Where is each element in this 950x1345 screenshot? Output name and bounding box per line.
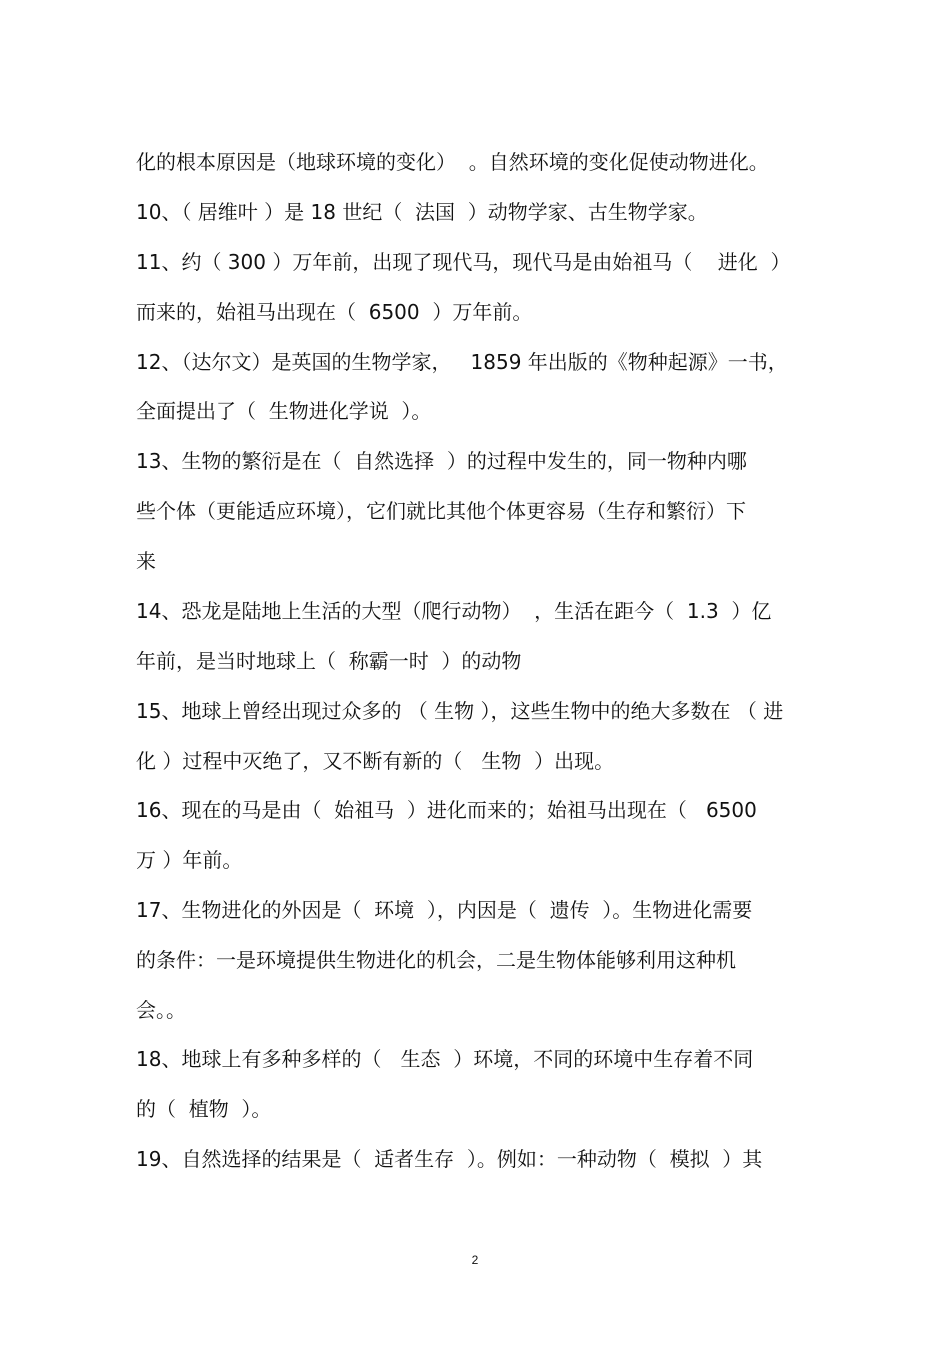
text-line: 万 ）年前。 [136,848,243,872]
text-line: 18、地球上有多种多样的（ 生态 ）环境，不同的环境中生存着不同 [136,1047,754,1071]
text-line: 会。。 [136,998,186,1022]
text-line: 的（ 植物 ）。 [136,1097,272,1121]
text-line: 化的根本原因是（地球环境的变化） 。自然环境的变化促使动物进化。 [136,150,769,174]
text-line: 11、约（ 300 ）万年前，出现了现代马，现代马是由始祖马（ 进化 ） [136,250,791,274]
text-line: 10、（ 居维叶 ）是 18 世纪（ 法国 ）动物学家、古生物学家。 [136,200,708,224]
text-line: 些个体（更能适应环境），它们就比其他个体更容易（生存和繁衍）下 [136,499,746,523]
text-line: 年前，是当时地球上（ 称霸一时 ）的动物 [136,649,522,673]
page-number: 2 [471,1253,479,1267]
text-line: 13、生物的繁衍是在（ 自然选择 ）的过程中发生的，同一物种内哪 [136,449,747,473]
text-line: 来 [136,549,156,573]
text-line: 19、自然选择的结果是（ 适者生存 ）。例如：一种动物（ 模拟 ）其 [136,1147,763,1171]
text-line: 的条件：一是环境提供生物进化的机会，二是生物体能够利用这种机 [136,948,736,972]
text-line: 全面提出了（ 生物进化学说 ）。 [136,399,432,423]
text-line: 17、生物进化的外因是（ 环境 ），内因是（ 遗传 ）。生物进化需要 [136,898,753,922]
text-line: 12、（达尔文）是英国的生物学家， 1859 年出版的《物种起源》一书， [136,350,788,374]
text-line: 15、地球上曾经出现过众多的 （ 生物 ），这些生物中的绝大多数在 （ 进 [136,699,784,723]
text-line: 16、现在的马是由（ 始祖马 ）进化而来的；始祖马出现在（ 6500 [136,798,757,822]
text-line: 而来的，始祖马出现在（ 6500 ）万年前。 [136,300,533,324]
text-line: 化 ）过程中灭绝了，又不断有新的（ 生物 ）出现。 [136,749,615,773]
text-line: 14、恐龙是陆地上生活的大型（爬行动物） ，生活在距今（ 1.3 ）亿 [136,599,772,623]
